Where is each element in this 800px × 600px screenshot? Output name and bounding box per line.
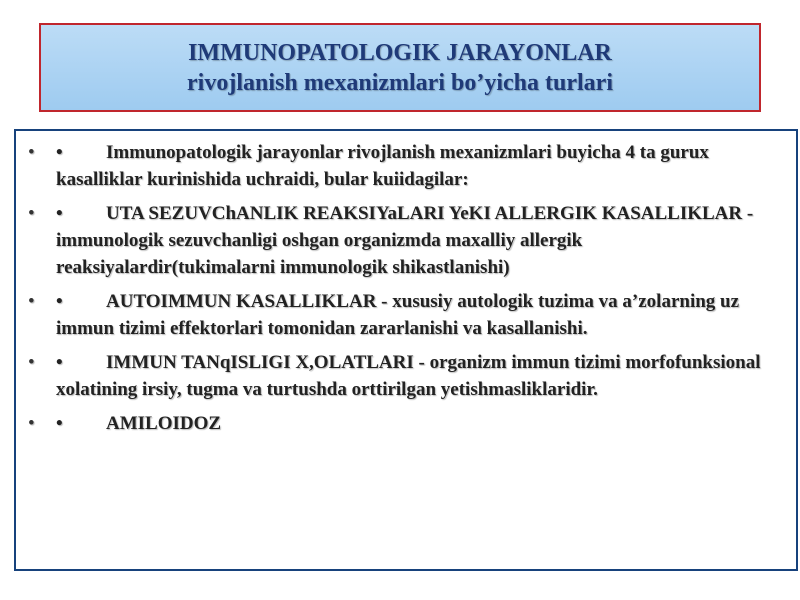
bullet-item-immunodeficiency [16, 349, 796, 403]
bullet-marker: • [28, 142, 35, 163]
bullet-text: UTA SEZUVChANLIK REAKSIYaLARI YeKI ALLERGIK KASALLIKLAR - immunologik sezuvchanligi oshgan organizmda maxalliy allergik reaksiyalardir(tukimalarni immunologik shikastlanishi) [56, 203, 754, 278]
bullet-item-mechanism-groups [16, 139, 796, 193]
bullet-text: Immunopatologik jarayonlar rivojlanish mexanizmlari buyicha 4 ta gurux kasalliklar kurinishida uchraidi, bular kuiidagilar: [56, 142, 709, 190]
bullet-item-autoimmune-diseases [16, 288, 796, 342]
bullet-inner-marker: • [56, 203, 63, 224]
bullet-text: AUTOIMMUN KASALLIKLAR - xususiy autologik tuzima va a’zolarning uz immun tizimi effektorlari tomonidan zararlanishi va kasallanishi. [56, 291, 740, 339]
bullet-item-amyloidosis [16, 410, 796, 437]
slide-title-line2: rivojlanish mexanizmlari bo’yicha turlari [187, 69, 613, 96]
bullet-inner-marker: • [56, 291, 63, 312]
bullet-marker: • [28, 203, 35, 224]
bullet-marker: • [28, 291, 35, 312]
slide-content-box [14, 129, 798, 571]
bullet-text: IMMUN TANqISLIGI X,OLATLARI - organizm immun tizimi morfofunksional xolatining irsiy, tugma va turtushda orttirilgan yetishmasliklaridir. [56, 352, 761, 400]
bullet-inner-marker: • [56, 352, 63, 373]
bullet-marker: • [28, 352, 35, 373]
bullet-list [16, 139, 796, 444]
slide-title-box [39, 23, 761, 112]
bullet-item-allergic-diseases [16, 200, 796, 281]
bullet-marker: • [28, 413, 35, 434]
bullet-inner-marker: • [56, 413, 63, 434]
bullet-inner-marker: • [56, 142, 63, 163]
bullet-text: AMILOIDOZ [106, 413, 222, 434]
slide-title-line1: IMMUNOPATOLOGIK JARAYONLAR [188, 39, 612, 66]
